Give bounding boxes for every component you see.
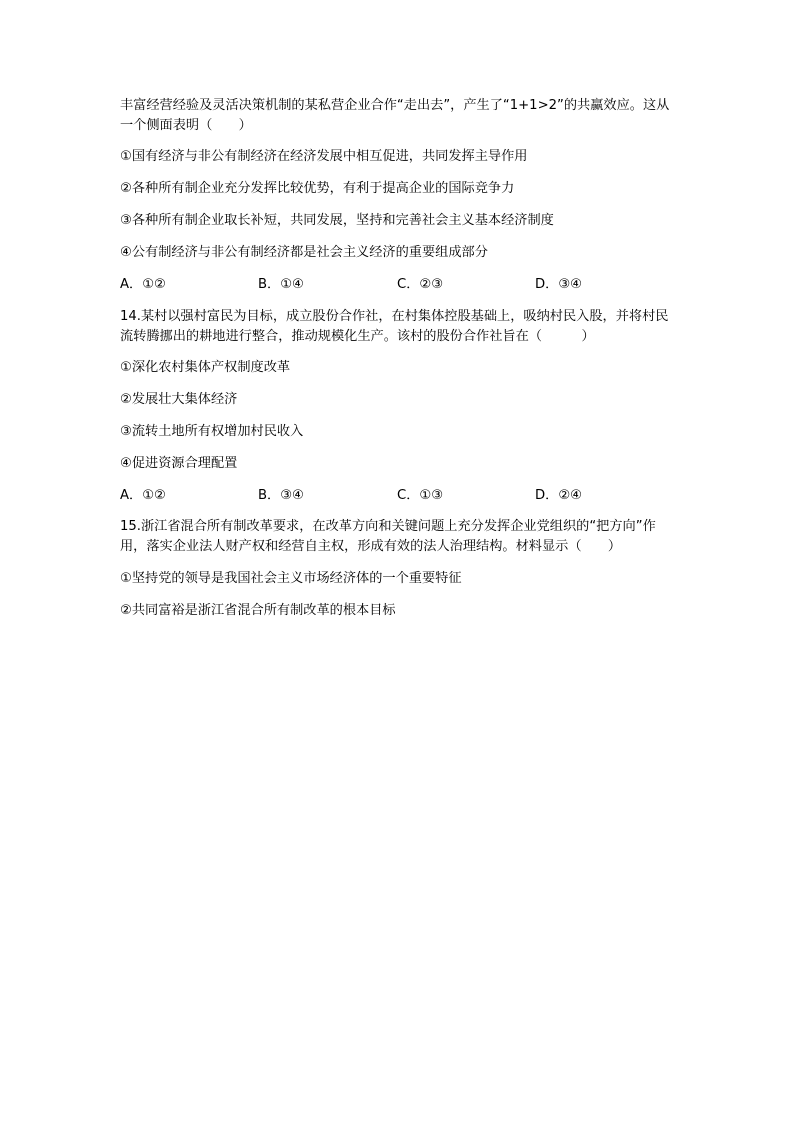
option-item: ①国有经济与非公有制经济在经济发展中相互促进，共同发挥主导作用 <box>120 149 528 164</box>
choice-d: D．②④ <box>535 488 582 503</box>
choice-d: D．③④ <box>535 277 582 292</box>
option-item: ①深化农村集体产权制度改革 <box>120 360 291 375</box>
question-13 <box>120 96 672 136</box>
answer-choices <box>120 486 672 506</box>
option-item: ④促进资源合理配置 <box>120 456 238 471</box>
question-stem: 14.某村以强村富民为目标，成立股份合作社，在村集体控股基础上，吸纳村民入股，并将村民流转腾挪出的耕地进行整合，推动规模化生产。该村的股份合作社旨在（ ） <box>120 309 669 344</box>
choice-a: A．①② <box>120 488 166 503</box>
question-stem: 15.浙江省混合所有制改革要求，在改革方向和关键问题上充分发挥企业党组织的“把方向”作用，落实企业法人财产权和经营自主权，形成有效的法人治理结构。材料显示（ ） <box>120 519 656 554</box>
option-item: ②各种所有制企业充分发挥比较优势，有利于提高企业的国际竞争力 <box>120 181 515 196</box>
choice-b: B．③④ <box>258 488 304 503</box>
option-item: ②发展壮大集体经济 <box>120 392 238 407</box>
option-item: ④公有制经济与非公有制经济都是社会主义经济的重要组成部分 <box>120 245 488 260</box>
choice-c: C．②③ <box>397 277 444 292</box>
question-14 <box>120 307 672 347</box>
choice-a: A．①② <box>120 277 166 292</box>
choice-c: C．①③ <box>397 488 444 503</box>
question-15 <box>120 517 672 557</box>
option-item: ②共同富裕是浙江省混合所有制改革的根本目标 <box>120 603 396 618</box>
choice-b: B．①④ <box>258 277 304 292</box>
question-stem: 丰富经营经验及灵活决策机制的某私营企业合作“走出去”，产生了“1+1>2”的共赢效应。这从一个侧面表明（ ） <box>120 98 670 133</box>
option-item: ③各种所有制企业取长补短，共同发展，坚持和完善社会主义基本经济制度 <box>120 213 554 228</box>
answer-choices <box>120 275 672 295</box>
option-item: ③流转土地所有权增加村民收入 <box>120 424 304 439</box>
option-item: ①坚持党的领导是我国社会主义市场经济体的一个重要特征 <box>120 571 462 586</box>
